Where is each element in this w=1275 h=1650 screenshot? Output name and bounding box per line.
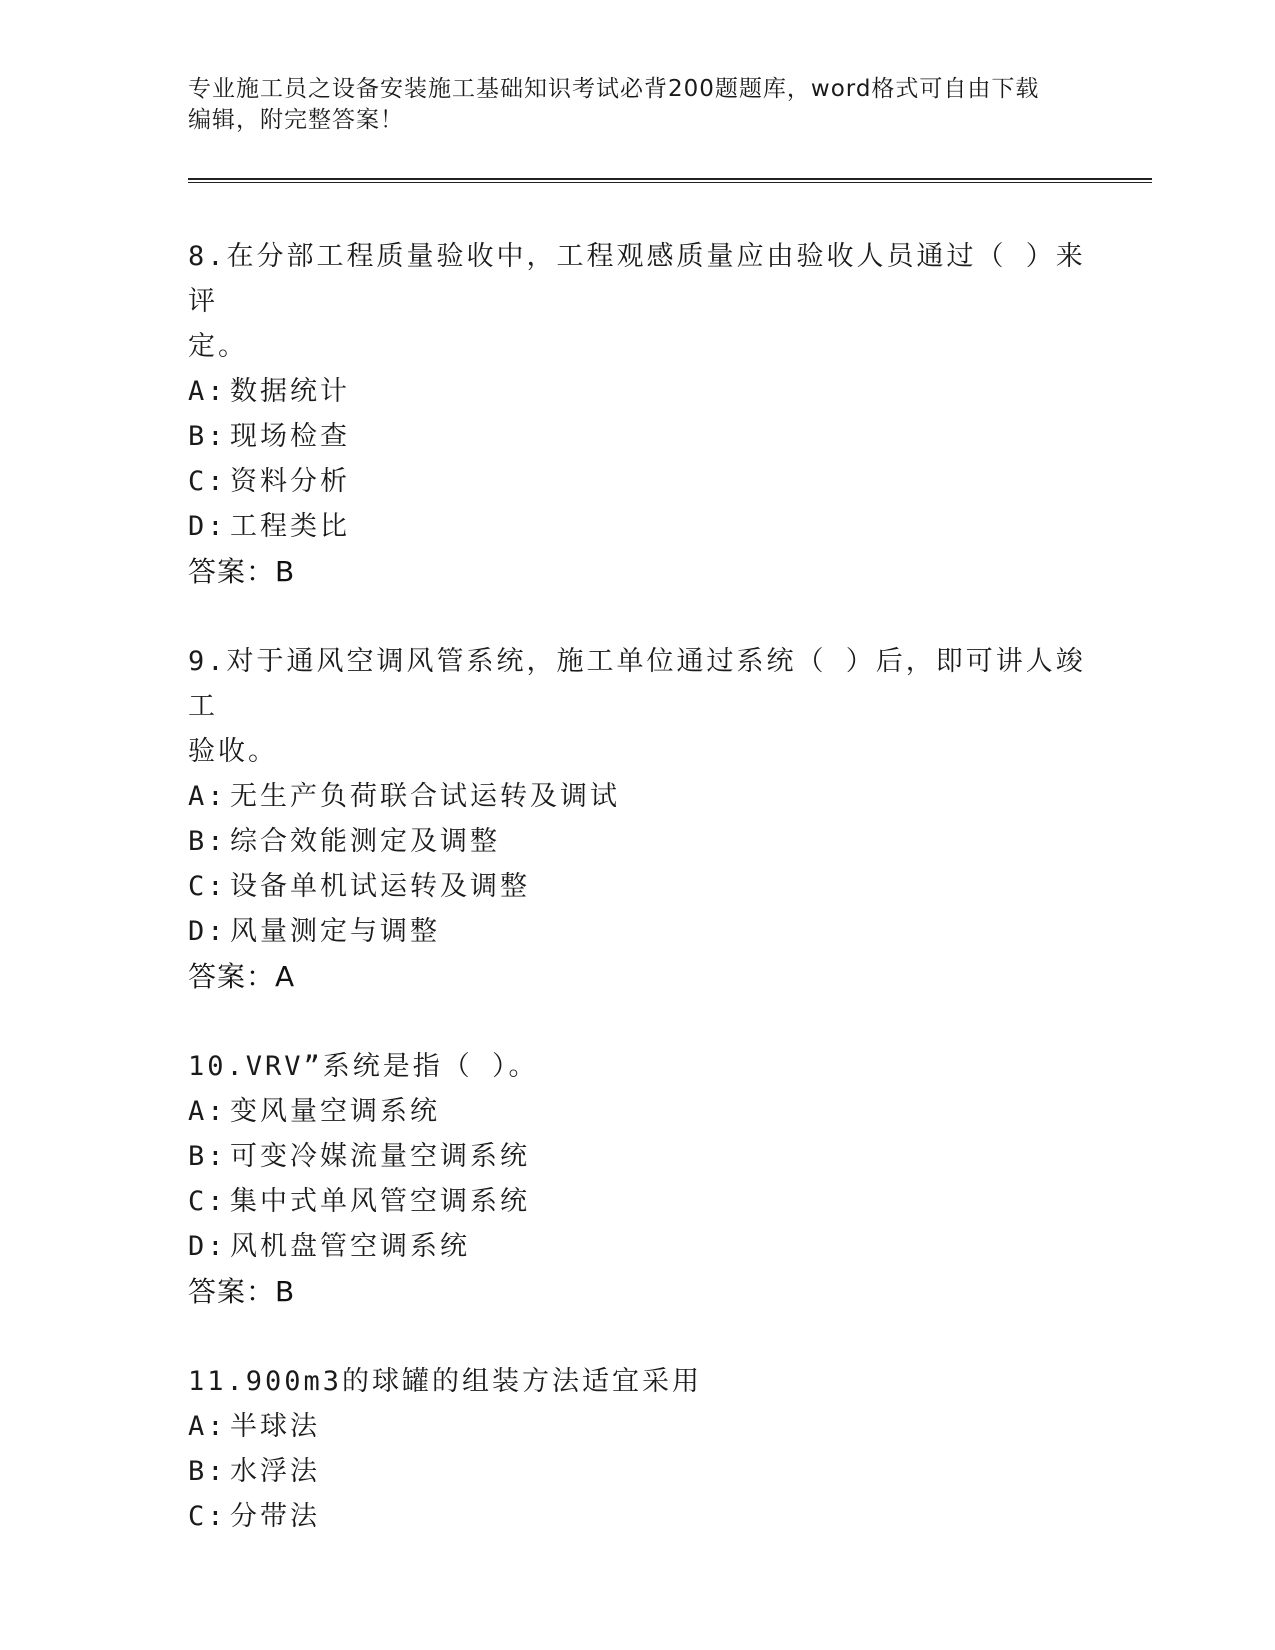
- option-key: C:: [188, 466, 227, 497]
- option-key: B:: [188, 1141, 227, 1172]
- option-key: A:: [188, 1096, 227, 1127]
- option-text: 水浮法: [230, 1456, 320, 1487]
- answer-line: 答案：B: [188, 555, 296, 588]
- option-d: [188, 1224, 1088, 1269]
- option-a: [188, 774, 1088, 819]
- question-stem: 9.对于通风空调风管系统，施工单位通过系统（ ）后，即可讲人竣工: [188, 646, 1086, 722]
- option-b: [188, 1134, 1088, 1179]
- option-key: A:: [188, 781, 227, 812]
- option-b: [188, 414, 1088, 459]
- option-text: 风机盘管空调系统: [230, 1231, 470, 1262]
- question-stem-continued: 定。: [188, 331, 248, 362]
- option-key: C:: [188, 1501, 227, 1532]
- option-b: [188, 819, 1088, 864]
- question-stem: 8.在分部工程质量验收中，工程观感质量应由验收人员通过（ ）来评: [188, 241, 1086, 317]
- option-text: 工程类比: [230, 511, 350, 542]
- option-d: [188, 504, 1088, 549]
- option-text: 分带法: [230, 1501, 320, 1532]
- option-text: 综合效能测定及调整: [230, 826, 500, 857]
- option-c: [188, 1179, 1088, 1224]
- answer-line: 答案：A: [188, 960, 296, 993]
- option-c: [188, 864, 1088, 909]
- header-line-1: 专业施工员之设备安装施工基础知识考试必背200题题库，word格式可自由下载: [188, 76, 1040, 102]
- question-item: [188, 639, 1088, 999]
- option-key: A:: [188, 1411, 227, 1442]
- option-a: [188, 1404, 1088, 1449]
- option-c: [188, 459, 1088, 504]
- question-stem: 10.VRV”系统是指（ ）。: [188, 1051, 539, 1082]
- question-stem-continued: 验收。: [188, 736, 278, 767]
- option-key: D:: [188, 1231, 227, 1262]
- option-text: 无生产负荷联合试运转及调试: [230, 781, 620, 812]
- question-stem: 11.900m3的球罐的组装方法适宜采用: [188, 1366, 703, 1397]
- option-text: 设备单机试运转及调整: [230, 871, 530, 902]
- option-text: 数据统计: [230, 376, 350, 407]
- option-key: C:: [188, 871, 227, 902]
- question-item: [188, 1359, 1088, 1539]
- option-c: [188, 1494, 1088, 1539]
- option-key: B:: [188, 1456, 227, 1487]
- question-item: [188, 234, 1088, 594]
- option-text: 集中式单风管空调系统: [230, 1186, 530, 1217]
- option-key: C:: [188, 1186, 227, 1217]
- option-text: 变风量空调系统: [230, 1096, 440, 1127]
- option-a: [188, 369, 1088, 414]
- option-a: [188, 1089, 1088, 1134]
- option-key: B:: [188, 826, 227, 857]
- option-key: B:: [188, 421, 227, 452]
- option-text: 风量测定与调整: [230, 916, 440, 947]
- option-key: D:: [188, 511, 227, 542]
- option-text: 资料分析: [230, 466, 350, 497]
- option-key: A:: [188, 376, 227, 407]
- header-double-rule: [188, 178, 1152, 183]
- option-key: D:: [188, 916, 227, 947]
- option-d: [188, 909, 1088, 954]
- option-b: [188, 1449, 1088, 1494]
- answer-line: 答案：B: [188, 1275, 296, 1308]
- header-line-2: 编辑，附完整答案！: [188, 107, 404, 133]
- option-text: 半球法: [230, 1411, 320, 1442]
- document-header: [188, 74, 1088, 136]
- option-text: 可变冷媒流量空调系统: [230, 1141, 530, 1172]
- question-item: [188, 1044, 1088, 1314]
- question-list: [188, 234, 1088, 1584]
- option-text: 现场检查: [230, 421, 350, 452]
